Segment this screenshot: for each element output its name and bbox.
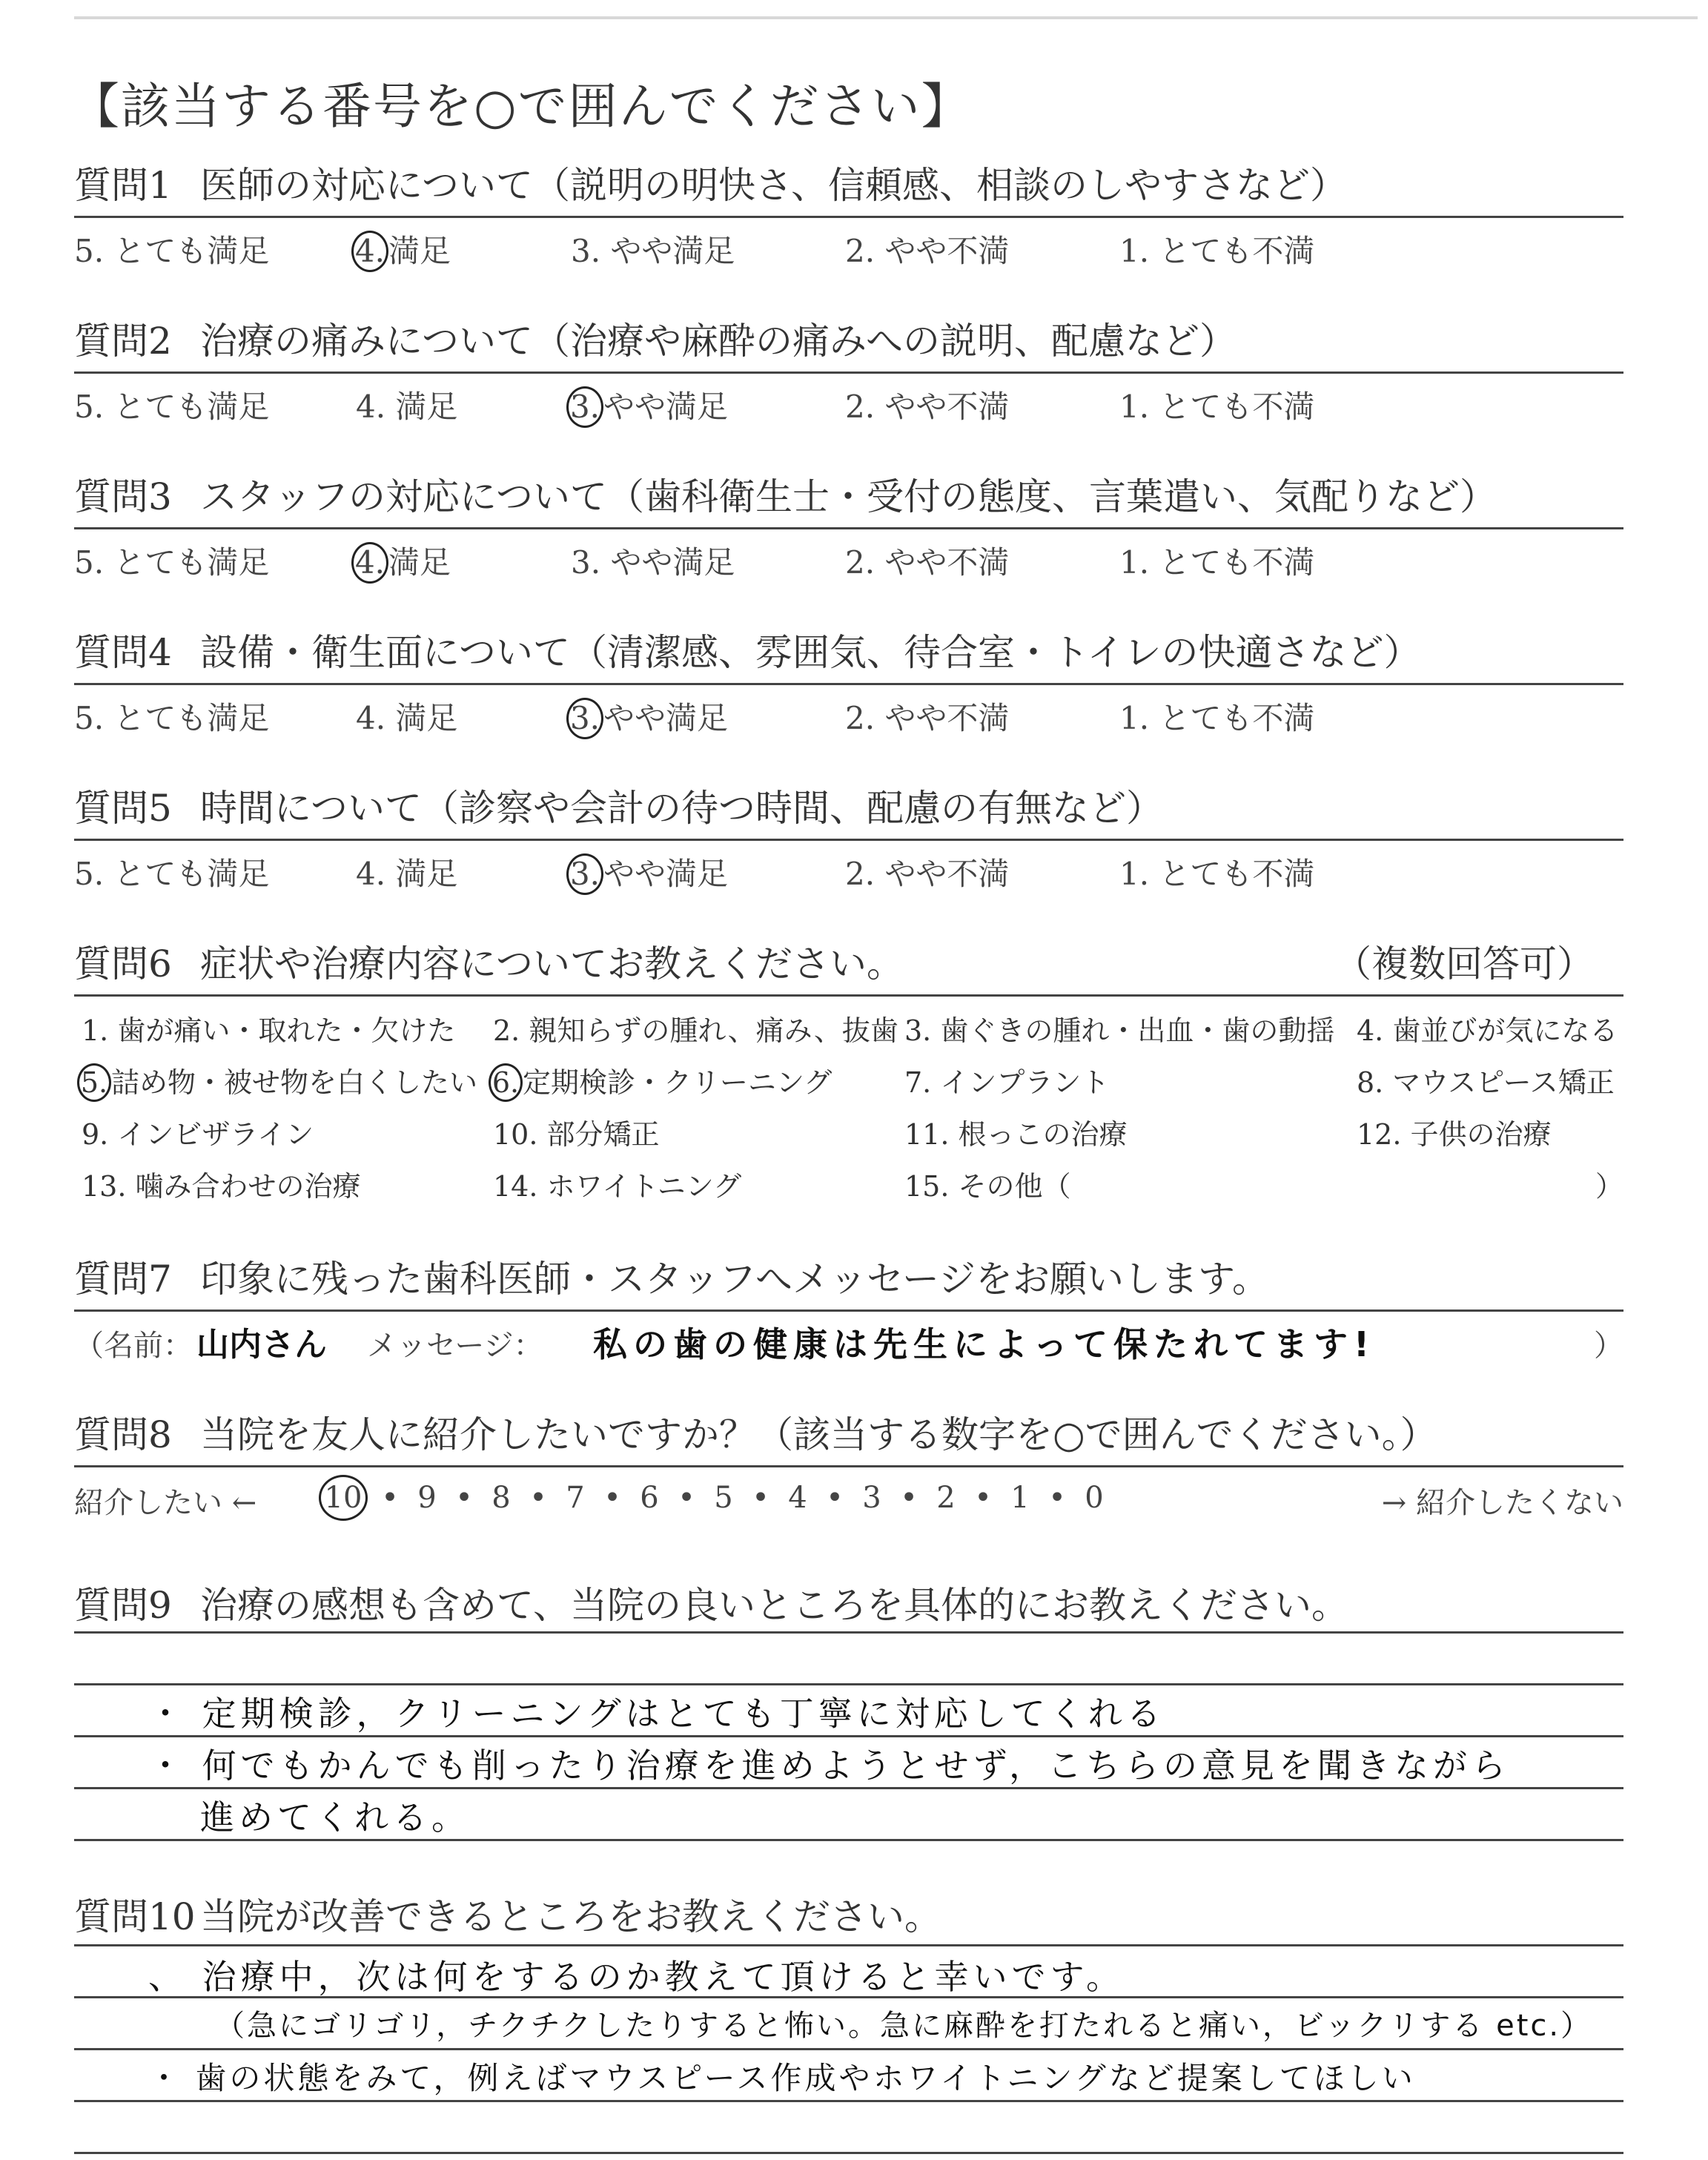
rating-option-3[interactable] (571, 850, 728, 895)
scale-value-4[interactable]: 4 (788, 1481, 807, 1515)
symptom-option-13[interactable]: 13. 噛み合わせの治療 (82, 1170, 361, 1203)
page-title: 【該当する番号を○で囲んでください】 (70, 78, 972, 135)
rating-option-5[interactable]: 5. とても満足 (74, 544, 270, 581)
scale-value-0[interactable]: 0 (1085, 1481, 1104, 1515)
question-10 (74, 1891, 1623, 1943)
question-number: 質問1 (74, 164, 172, 207)
rating-option-2[interactable]: 2. やや不満 (845, 700, 1010, 736)
rating-option-4[interactable]: 4. 満足 (356, 700, 458, 736)
question-5 (74, 782, 1623, 893)
symptom-option-15[interactable]: 15. その他（ (904, 1170, 1071, 1203)
scale-value-6[interactable]: 6 (640, 1481, 659, 1515)
rating-option-4[interactable] (356, 227, 451, 272)
symptom-option-12[interactable]: 12. 子供の治療 (1357, 1118, 1552, 1151)
question-text: 当院を友人に紹介したいですか？（該当する数字を○で囲んでください。） (200, 1413, 1437, 1456)
question-number: 質問3 (74, 475, 172, 518)
answer-line (74, 1631, 1623, 1634)
rating-option-label: やや満足 (603, 856, 729, 892)
answer-line-text: ・ 歯の状態をみて，例えばマウスピース作成やホワイトニングなど提案してほしい (148, 2060, 1416, 2096)
answer-line-text: 、 治療中，次は何をするのか教えて頂けると幸いです。 (148, 1957, 1125, 1997)
rating-option-5[interactable]: 5. とても満足 (74, 700, 270, 736)
question-text: 印象に残った歯科医師・スタッフへメッセージをお願いします。 (200, 1258, 1269, 1301)
rating-option-4[interactable]: 4. 満足 (356, 856, 458, 892)
symptom-option-5[interactable] (82, 1060, 477, 1102)
rating-option-2[interactable]: 2. やや不満 (845, 233, 1010, 269)
symptom-option-8[interactable]: 8. マウスピース矯正 (1357, 1066, 1615, 1099)
symptom-option-10[interactable]: 10. 部分矯正 (493, 1118, 660, 1151)
rating-option-1[interactable]: 1. とても不満 (1119, 700, 1315, 736)
scale-separator: • (974, 1481, 992, 1515)
question-number: 質問4 (74, 631, 172, 674)
scale-value-1[interactable]: 1 (1010, 1481, 1030, 1515)
scale-separator: • (455, 1481, 473, 1515)
question-8 (74, 1409, 1623, 1527)
question-text: 症状や治療内容についてお教えください。 (200, 942, 904, 985)
rating-option-5[interactable]: 5. とても満足 (74, 856, 270, 892)
scale-value-9[interactable]: 9 (417, 1481, 437, 1515)
question-text: 医師の対応について（説明の明快さ、信頼感、相談のしやすさなど） (200, 164, 1347, 207)
scale-separator: • (603, 1481, 621, 1515)
question-1 (74, 159, 1623, 270)
scale-value-5[interactable]: 5 (714, 1481, 733, 1515)
rating-option-1[interactable]: 1. とても不満 (1119, 233, 1315, 269)
rating-option-label: やや満足 (603, 389, 729, 425)
message-close: ） (1594, 1329, 1623, 1363)
rating-options (74, 529, 1623, 581)
message-label: メッセージ： (367, 1329, 543, 1363)
symptom-option-3[interactable]: 3. 歯ぐきの腫れ・出血・歯の動揺 (904, 1014, 1335, 1047)
rating-option-5[interactable]: 5. とても満足 (74, 233, 270, 269)
rating-option-3[interactable] (571, 694, 728, 739)
rating-option-4[interactable] (356, 538, 451, 584)
scale-separator: • (826, 1481, 844, 1515)
question-number: 質問7 (74, 1258, 172, 1301)
symptom-option-6[interactable] (493, 1060, 832, 1102)
rating-option-label: 満足 (388, 544, 451, 581)
rating-option-1[interactable]: 1. とても不満 (1119, 544, 1315, 581)
symptom-option-4[interactable]: 4. 歯並びが気になる (1357, 1014, 1618, 1047)
question-text: 治療の感想も含めて、当院の良いところを具体的にお教えください。 (200, 1584, 1348, 1627)
question-7 (74, 1253, 1623, 1364)
symptom-option-7[interactable]: 7. インプラント (904, 1066, 1110, 1099)
symptom-option-11[interactable]: 11. 根っこの治療 (904, 1118, 1128, 1151)
selected-circle: 3. (566, 386, 603, 428)
answer-line-text: （急にゴリゴリ，チクチクしたりすると怖い。急に麻酔を打たれると痛い，ビックリする etc.） (215, 2009, 1593, 2043)
rating-option-2[interactable]: 2. やや不満 (845, 389, 1010, 425)
answer-line (74, 1944, 1623, 1946)
rating-option-1[interactable]: 1. とても不満 (1119, 389, 1315, 425)
rating-option-2[interactable]: 2. やや不満 (845, 856, 1010, 892)
scale-separator: • (900, 1481, 918, 1515)
question-6 (74, 938, 1623, 1219)
question-4 (74, 627, 1623, 737)
answer-line-text: ・ 定期検診，クリーニングはとても丁寧に対応してくれる (148, 1694, 1165, 1734)
symptom-option-9[interactable]: 9. インビザライン (82, 1118, 314, 1151)
question-number: 質問9 (74, 1584, 172, 1627)
rating-option-1[interactable]: 1. とても不満 (1119, 856, 1315, 892)
answer-line (74, 2048, 1623, 2050)
scale-separator: • (1048, 1481, 1066, 1515)
selected-circle: 6. (489, 1063, 523, 1102)
answer-line-text: 進めてくれる。 (200, 1797, 470, 1837)
question-text: スタッフの対応について（歯科衛生士・受付の態度、言葉遣い、気配りなど） (200, 475, 1497, 518)
rating-option-2[interactable]: 2. やや不満 (845, 544, 1010, 581)
answer-line (74, 1683, 1623, 1685)
recommend-left-label: 紹介したい ← (74, 1486, 257, 1520)
multiple-answers-note: （複数回答可） (1334, 942, 1594, 985)
recommend-right-label: → 紹介したくない (1381, 1486, 1623, 1520)
question-2 (74, 315, 1623, 426)
selected-circle: 4. (351, 542, 388, 584)
rating-options (74, 218, 1623, 270)
rating-options (74, 841, 1623, 893)
rating-option-label: やや満足 (603, 700, 729, 736)
rating-option-3[interactable] (571, 383, 728, 428)
rating-option-3[interactable]: 3. やや満足 (571, 544, 735, 581)
question-text: 当院が改善できるところをお教えください。 (200, 1895, 941, 1938)
selected-circle: 4. (351, 231, 388, 272)
question-number: 質問2 (74, 320, 172, 363)
symptom-option-label: 詰め物・被せ物を白くしたい (111, 1066, 478, 1099)
rating-option-3[interactable]: 3. やや満足 (571, 233, 735, 269)
rating-option-label: 満足 (388, 233, 451, 269)
other-close-paren[interactable]: ） (1595, 1170, 1623, 1203)
scale-value-2[interactable]: 2 (936, 1481, 956, 1515)
symptom-option-2[interactable]: 2. 親知らずの腫れ、痛み、抜歯 (493, 1014, 898, 1047)
rating-option-4[interactable]: 4. 満足 (356, 389, 458, 425)
respondent-name: 山内さん (196, 1326, 327, 1364)
selected-circle: 5. (77, 1063, 111, 1102)
recommend-scale (319, 1475, 1109, 1521)
question-number: 質問5 (74, 787, 172, 830)
question-3 (74, 471, 1623, 581)
scale-separator: • (381, 1481, 399, 1515)
scale-value-8[interactable]: 8 (491, 1481, 511, 1515)
symptom-option-14[interactable]: 14. ホワイトニング (493, 1170, 742, 1203)
rating-options (74, 685, 1623, 737)
question-number: 質問8 (74, 1413, 172, 1456)
rating-option-5[interactable]: 5. とても満足 (74, 389, 270, 425)
scale-value-7[interactable]: 7 (566, 1481, 585, 1515)
symptom-option-1[interactable]: 1. 歯が痛い・取れた・欠けた (82, 1014, 456, 1047)
answer-line (74, 2152, 1623, 2154)
scale-separator: • (752, 1481, 769, 1515)
question-number: 質問6 (74, 942, 172, 985)
selected-circle: 3. (566, 698, 603, 739)
question-number: 質問10 (74, 1895, 196, 1938)
rating-options (74, 374, 1623, 426)
scale-value-3[interactable]: 3 (862, 1481, 881, 1515)
symptom-options (74, 997, 1623, 1219)
answer-line-text: ・ 何でもかんでも削ったり治療を進めようとせず，こちらの意見を聞きながら (148, 1745, 1510, 1786)
scale-value-10[interactable]: 10 (319, 1475, 368, 1521)
top-border (74, 16, 1698, 19)
symptom-option-label: 定期検診・クリーニング (523, 1066, 833, 1099)
scale-separator: • (678, 1481, 695, 1515)
question-9 (74, 1579, 1623, 1631)
message-text: 私の歯の健康は先生によって保たれてます! (593, 1324, 1375, 1364)
question-text: 設備・衛生面について（清潔感、雰囲気、待合室・トイレの快適さなど） (200, 631, 1421, 674)
selected-circle: 3. (566, 853, 603, 895)
question-text: 時間について（診察や会計の待つ時間、配慮の有無など） (200, 787, 1163, 830)
answer-line (74, 2100, 1623, 2102)
name-label: （名前： (74, 1329, 193, 1363)
scale-separator: • (529, 1481, 547, 1515)
question-text: 治療の痛みについて（治療や麻酔の痛みへの説明、配慮など） (200, 320, 1237, 363)
